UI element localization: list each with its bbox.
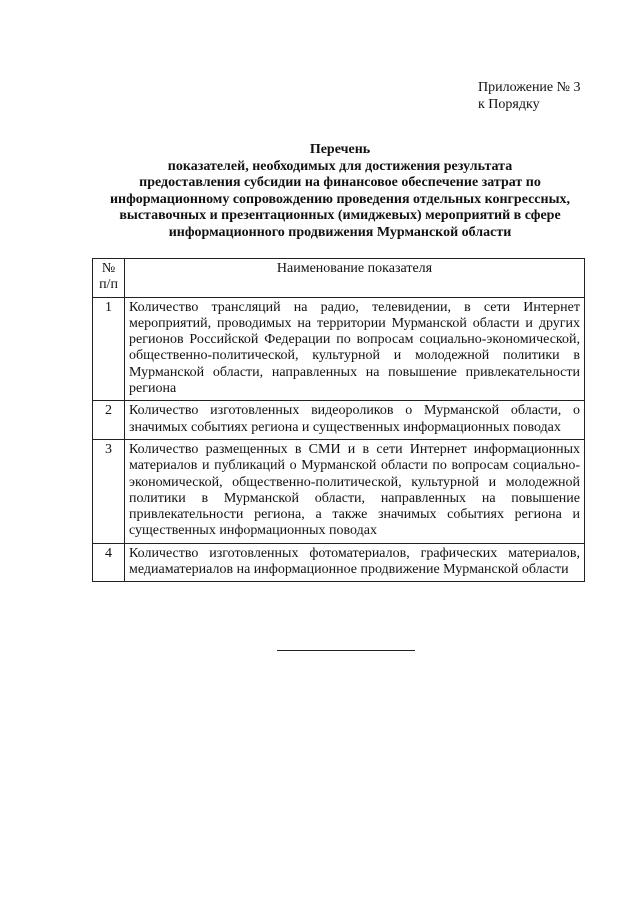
column-header-number-abbr: п/п [99,277,118,293]
title-line: информационного продвижения Мурманской области [168,224,512,240]
row-number: 2 [93,401,125,440]
title-line: предоставления субсидии на финансовое обеспечение затрат по [139,175,541,190]
title-heading: Перечень [309,142,371,157]
indicators-table [92,258,585,582]
indicator-name: Количество изготовленных видеороликов о Мурманской области, о значимых событиях региона и существенных информационных поводах [125,401,585,440]
table-header-row [93,259,585,298]
table-row [93,297,585,401]
row-number: 3 [93,439,125,543]
column-header-number [93,259,125,298]
title-line: выставочных и презентационных (имиджевых) мероприятий в сфере [119,208,561,223]
title-line: информационному сопровождению проведения отдельных конгрессных, [109,191,571,207]
table-row [93,401,585,440]
column-header-name: Наименование показателя [125,259,585,298]
table-row [93,439,585,543]
column-header-number-symbol: № [101,261,116,276]
indicator-name: Количество изготовленных фотоматериалов, графических материалов, медиаматериалов на информационное продвижение Мурманской области [125,543,585,582]
row-number: 1 [93,297,125,401]
row-number: 4 [93,543,125,582]
indicator-name: Количество трансляций на радио, телевидении, в сети Интернет мероприятий, проводимых на территории Мурманской области и других регионов Российской Федерации по вопросам социально-экономической, общественно-политической, культурной и молодежной политики в Мурманской области, направленных на повышение привлекательности региона [125,297,585,401]
closing-divider [277,650,415,651]
appendix-reference [478,79,581,113]
indicator-name: Количество размещенных в СМИ и в сети Интернет информационных материалов и публикаций о Мурманской области по вопросам социально-экономической, общественно-политической, культурной и молодежной политики в Мурманской области, направленных на повышение привлекательности региона, а также значимых событиях региона и существенных информационных поводах [125,439,585,543]
document-title [90,142,590,241]
table-row [93,543,585,582]
appendix-order-ref: к Порядку [478,97,540,112]
appendix-number: Приложение № 3 [478,80,581,95]
title-line: показателей, необходимых для достижения результата [167,158,513,174]
